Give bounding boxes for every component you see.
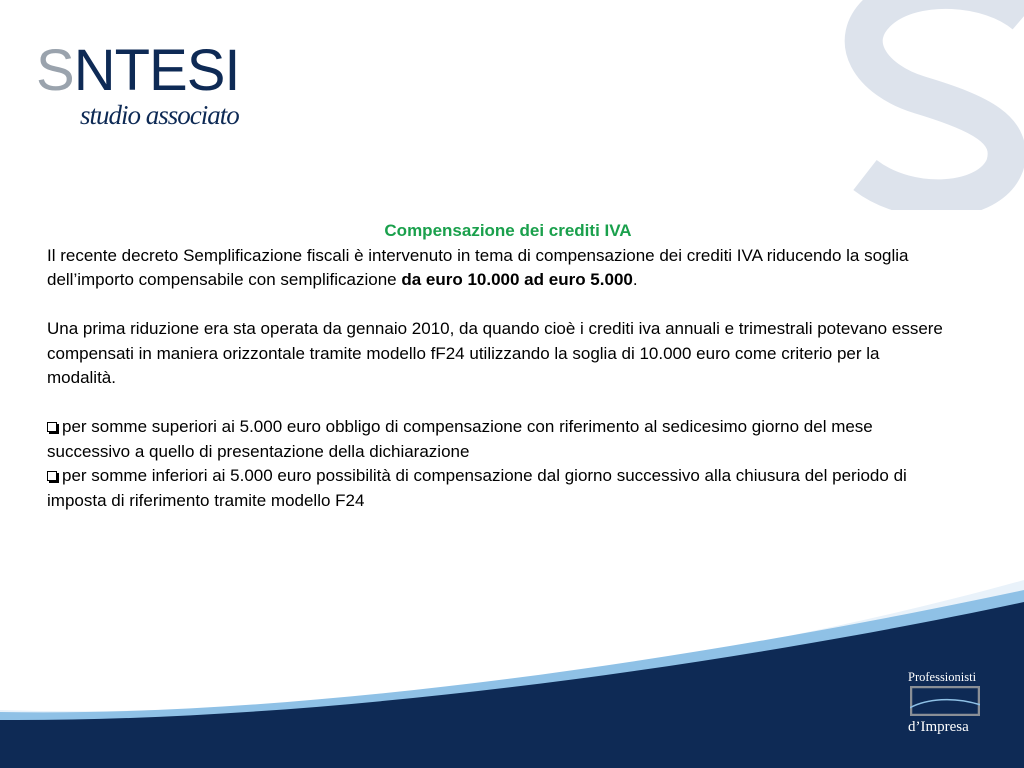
bullet-text: per somme superiori ai 5.000 euro obbligo di compensazione con riferimento al sedicesimo giorno del mese successivo a quello di presentazione della dichiarazione: [47, 417, 873, 461]
hollow-square-bullet-icon: [47, 422, 57, 432]
logo-wordmark: [36, 38, 240, 103]
paragraph-2: Una prima riduzione era sta operata da gennaio 2010, da quando cioè i crediti iva annuali e trimestrali potevano essere compensati in maniera orizzontale tramite modello fF24 utilizzando la soglia di 10.000 euro come criterio per la modalità.: [47, 319, 943, 387]
paragraph-1-bold: da euro 10.000 ad euro 5.000: [401, 270, 633, 289]
bullet-item: [47, 464, 947, 513]
company-logo: [36, 38, 276, 137]
professionisti-logo-bottom: d’Impresa: [908, 719, 969, 735]
paragraph-1: [47, 244, 947, 293]
professionisti-logo-top: Professionisti: [908, 670, 977, 684]
slide-content: [47, 219, 947, 513]
logo-letters-rest: NTESI: [73, 38, 240, 103]
slide-title: Compensazione dei crediti IVA: [384, 221, 632, 240]
hollow-square-bullet-icon: [47, 471, 57, 481]
spacer: [47, 293, 947, 318]
professionisti-frame-icon: [910, 686, 980, 716]
bullet-item: [47, 415, 947, 464]
paragraph-1-end: .: [632, 270, 638, 289]
logo-subtitle: studio associato: [80, 100, 239, 130]
paragraph-1-text: Il recente decreto Semplificazione fiscali è intervenuto in tema di compensazione dei crediti IVA riducendo la soglia dell’importo compensabile con semplificazione: [47, 245, 909, 289]
watermark-s-icon: [820, 0, 1024, 210]
bullet-text: per somme inferiori ai 5.000 euro possibilità di compensazione dal giorno successivo alla chiusura del periodo di imposta di riferimento tramite modello F24: [47, 466, 907, 510]
professionisti-logo: [900, 670, 990, 740]
logo-letter-s: S: [36, 38, 74, 103]
spacer: [47, 391, 947, 416]
footer-wave: [0, 560, 1024, 768]
